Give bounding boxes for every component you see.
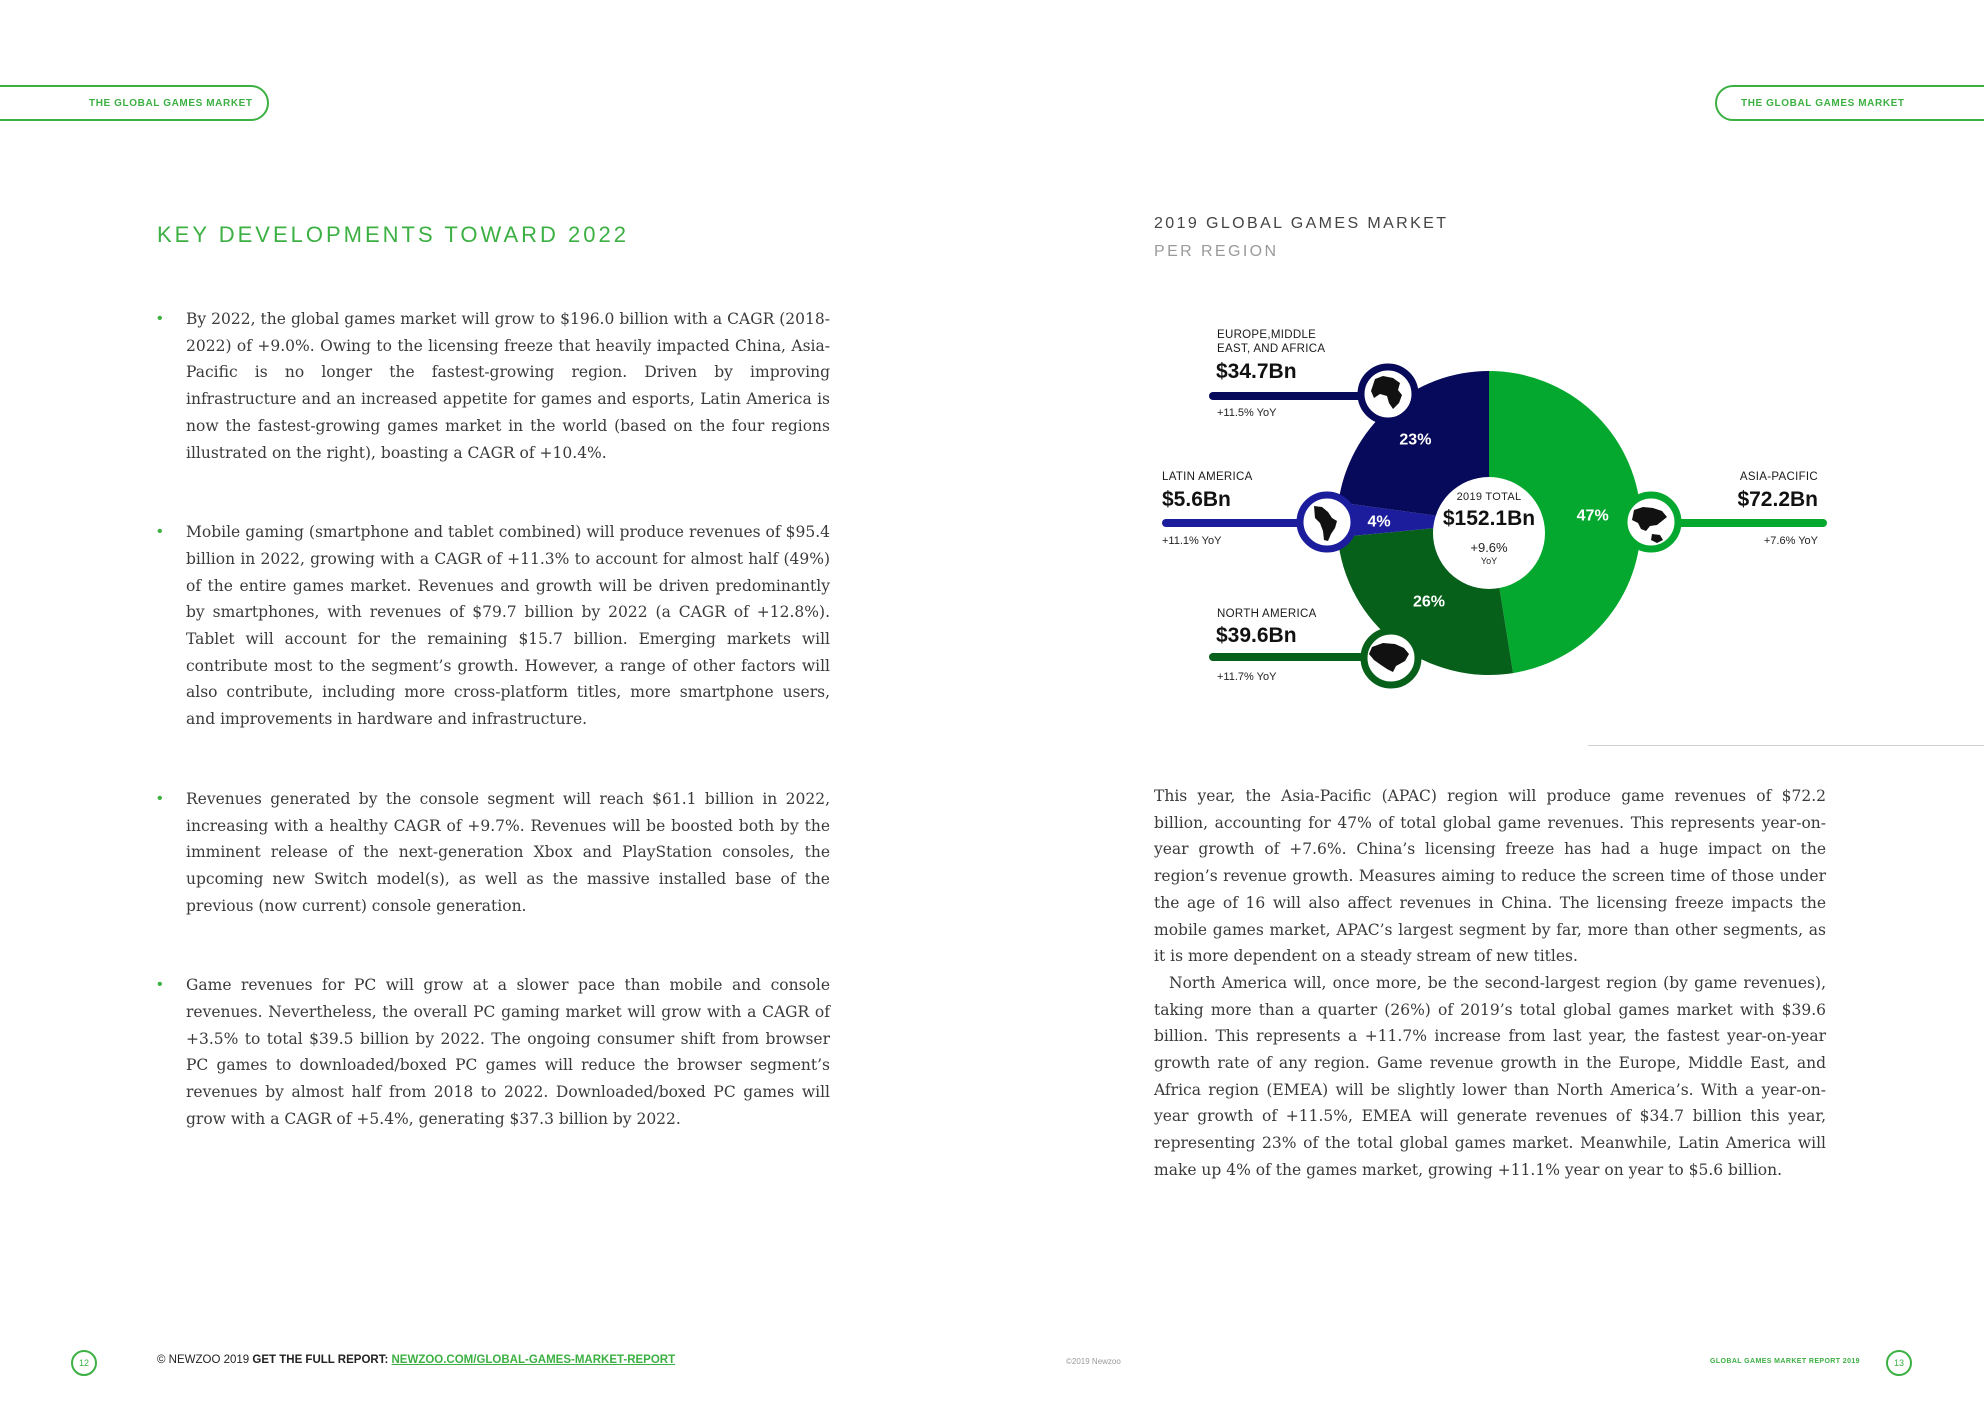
na-value: $39.6Bn <box>1216 624 1297 647</box>
bullet-icon: • <box>157 523 163 541</box>
bullet-text: Game revenues for PC will grow at a slower pace than mobile and console revenues. Nevertheless, the overall PC gaming market will grow with a CAGR of +3.5% to total $39.5 billion by 2022. The ongoing consumer shift from browser PC games to downloaded/boxed PC games will reduce the browser segment’s revenues by almost half from 2018 to 2022. Downloaded/boxed PC games will grow with a CAGR of +5.4%, generating $37.3 billion by 2022. <box>186 976 830 1128</box>
emea-label-line-1: EUROPE,MIDDLE <box>1217 329 1317 341</box>
chart-subtitle: PER REGION <box>1154 243 1279 260</box>
center-growth-unit: YoY <box>1480 556 1498 566</box>
bullet-icon: • <box>157 789 163 807</box>
paragraph: This year, the Asia-Pacific (APAC) region will produce game revenues of $72.2 billion, accounting for 47% of total global game revenues. This represents year-on-year growth of +7.6%. China’s licensing freeze has had a huge impact on the region’s revenue growth. Measures aiming to reduce the screen time of those under the age of 16 will also affect revenues in China. The licensing freeze impacts the mobile games market, APAC’s largest segment by far, more than other segments, as it is more dependent on a steady stream of new titles. <box>1154 787 1826 966</box>
pie-label-latin-america: 4% <box>1367 513 1391 531</box>
pie-label-emea: 23% <box>1399 431 1432 449</box>
bullet-icon: • <box>157 976 163 994</box>
latam-value: $5.6Bn <box>1162 488 1231 511</box>
globe-asia-pacific-icon <box>1624 495 1678 549</box>
globe-north-america-icon <box>1364 631 1418 685</box>
page-number-left: 12 <box>71 1350 97 1376</box>
section-tag-right: THE GLOBAL GAMES MARKET <box>1715 85 1984 121</box>
footer-center-copyright: ©2019 Newzoo <box>1066 1357 1121 1366</box>
apac-yoy: +7.6% YoY <box>1763 535 1818 547</box>
footer-cta: GET THE FULL REPORT: <box>252 1354 389 1366</box>
apac-value: $72.2Bn <box>1737 488 1818 511</box>
bullet-text: Mobile gaming (smartphone and tablet combined) will produce revenues of $95.4 billion in 2022, growing with a CAGR of +11.3% to account for almost half (49%) of the entire games market. Revenues and growth will be driven predominantly by smartphones, with revenues of $79.7 billion by 2022 (a CAGR of +12.8%). Tablet will account for the remaining $15.7 billion. Emerging markets will contribute most to the segment’s growth. However, a range of other factors will also contribute, including more cross-platform titles, more smartphone users, and improvements in hardware and infrastructure. <box>186 523 830 729</box>
page-title: KEY DEVELOPMENTS TOWARD 2022 <box>157 222 629 247</box>
bullet-icon: • <box>157 310 163 327</box>
bullet-text: By 2022, the global games market will grow to $196.0 billion with a CAGR (2018-2022) of +9.0%. Owing to the licensing freeze that heavily impacted China, Asia-Pacific is no longer the fastest-growing region. Driven by improving infrastructure and an increased appetite for games and esports, Latin America is now the fastest-growing games market in the world (based on the four regions illustrated on the right), boasting a CAGR of +10.4%. <box>186 310 830 462</box>
center-growth: +9.6% <box>1470 540 1508 555</box>
paragraph: North America will, once more, be the second-largest region (by game revenues), taking more than a quarter (26%) of 2019’s total global games market with $39.6 billion. This represents a +11.7% increase from last year, the fastest year-on-year growth rate of any region. Game revenue growth in the Europe, Middle East, and Africa region (EMEA) will be slightly lower than North America’s. With a year-on-year growth of +11.5%, EMEA will generate revenues of $34.7 billion this year, representing 23% of the total global games market. Meanwhile, Latin America will make up 4% of the games market, growing +11.1% year on year to $5.6 billion. <box>1154 973 1826 1179</box>
emea-label <box>1217 328 1325 356</box>
center-label: 2019 TOTAL <box>1456 491 1522 503</box>
globe-latin-america-icon <box>1300 495 1354 549</box>
center-total: $152.1Bn <box>1442 507 1536 530</box>
footer-report-name: GLOBAL GAMES MARKET REPORT 2019 <box>1710 1358 1860 1365</box>
section-tag-left: THE GLOBAL GAMES MARKET <box>0 85 269 121</box>
pie-label-north-america: 26% <box>1412 593 1446 611</box>
pie-label-apac: 47% <box>1576 507 1609 525</box>
report-link[interactable]: NEWZOO.COM/GLOBAL-GAMES-MARKET-REPORT <box>391 1354 676 1366</box>
chart-title: 2019 GLOBAL GAMES MARKET <box>1154 215 1449 232</box>
emea-label-line-2: EAST, AND AFRICA <box>1217 343 1326 355</box>
emea-value: $34.7Bn <box>1216 360 1297 383</box>
latam-label: LATIN AMERICA <box>1162 471 1253 483</box>
na-yoy: +11.7% YoY <box>1217 671 1277 683</box>
footer-copyright: © NEWZOO 2019 <box>157 1354 250 1366</box>
emea-yoy: +11.5% YoY <box>1217 407 1277 419</box>
divider <box>1588 745 1984 746</box>
footer-credit <box>157 1354 675 1366</box>
page-number-right: 13 <box>1886 1350 1912 1376</box>
latam-yoy: +11.1% YoY <box>1162 535 1222 547</box>
right-body-text <box>1154 783 1826 1184</box>
na-label: NORTH AMERICA <box>1217 608 1317 620</box>
bullet-text: Revenues generated by the console segment will reach $61.1 billion in 2022, increasing with a healthy CAGR of +9.7%. Revenues will be boosted both by the imminent release of the next-generation Xbox and PlayStation consoles, the upcoming new Switch model(s), as well as the massive installed base of the previous (now current) console generation. <box>186 789 830 915</box>
globe-europe-africa-icon <box>1361 367 1415 421</box>
apac-label: ASIA-PACIFIC <box>1739 471 1818 483</box>
